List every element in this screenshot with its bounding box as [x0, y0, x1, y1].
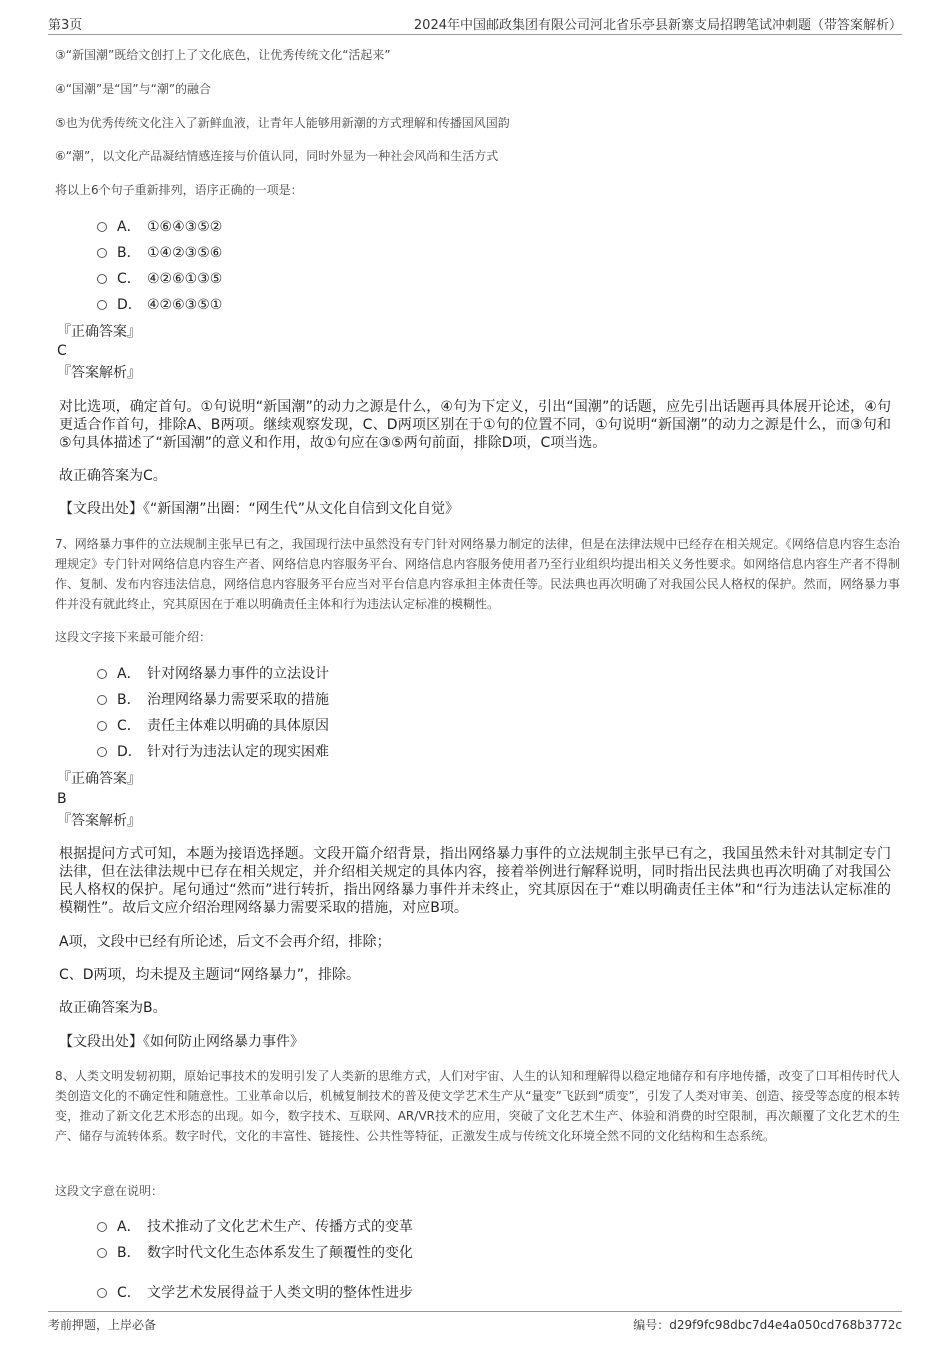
radio-icon[interactable] [97, 721, 107, 731]
q7-answer-label: 『正确答案』 [57, 771, 141, 787]
q7-analysis: 根据提问方式可知，本题为接语选择题。文段开篇介绍背景，指出网络暴力事件的立法规制主张早已有之，我国虽然未针对其制定专门法律，但在法律法规中已存在相关规定，并介绍相关规定的具体内容，接着举例进行解释说明，同时指出民法典也再次明确了对我国公民人格权的保护。尾句通过“然而”进行转折，指出网络暴力事件并未终止，究其原因在于“难以明确责任主体”和“行为违法认定标准的模糊性”。故后文应介绍治理网络暴力需要采取的措施，对应B项。 [59, 846, 891, 916]
q6-option-b[interactable]: B． ①④②③⑤⑥ [97, 244, 222, 262]
q6-item-6: ⑥“潮”，以文化产品凝结情感连接与价值认同，同时外显为一种社会风尚和生活方式 [55, 149, 499, 163]
radio-icon[interactable] [97, 1222, 107, 1232]
q7-prompt: 这段文字接下来最可能介绍： [55, 630, 212, 644]
q7-note-cd: C、D两项，均未提及主题词“网络暴力”，排除。 [59, 967, 361, 983]
q6-option-d[interactable]: D． ④②⑥③⑤① [97, 296, 222, 314]
q7-option-b[interactable]: B． 治理网络暴力需要采取的措施 [97, 691, 329, 709]
q6-answer: C [57, 343, 67, 359]
q7-conclusion: 故正确答案为B。 [59, 1000, 167, 1016]
q6-item-4: ④“国潮”是“国”与“潮”的融合 [55, 82, 212, 96]
q6-conclusion: 故正确答案为C。 [59, 468, 167, 484]
radio-icon[interactable] [97, 669, 107, 679]
radio-icon[interactable] [97, 274, 107, 284]
q8-option-b[interactable]: B． 数字时代文化生态体系发生了颠覆性的变化 [97, 1244, 413, 1262]
radio-icon[interactable] [97, 747, 107, 757]
q6-answer-label: 『正确答案』 [57, 324, 141, 340]
document-title: 2024年中国邮政集团有限公司河北省乐亭县新寨支局招聘笔试冲刺题（带答案解析） [413, 18, 902, 33]
radio-icon[interactable] [97, 248, 107, 258]
q7-option-c[interactable]: C． 责任主体难以明确的具体原因 [97, 717, 329, 735]
q7-option-d[interactable]: D． 针对行为违法认定的现实困难 [97, 743, 329, 761]
q7-source: 【文段出处】《如何防止网络暴力事件》 [59, 1034, 304, 1050]
q8-option-a[interactable]: A． 技术推动了文化艺术生产、传播方式的变革 [97, 1218, 413, 1236]
q8-prompt: 这段文字意在说明： [55, 1184, 164, 1198]
q6-source: 【文段出处】《“新国潮”出圈：“网生代”从文化自信到文化自觉》 [59, 501, 460, 517]
q6-analysis-label: 『答案解析』 [57, 365, 141, 381]
page-footer [48, 1311, 902, 1334]
q8-stem: 8、人类文明发轫初期，原始记事技术的发明引发了人类新的思维方式，人们对宇宙、人生的认知和理解得以稳定地储存和有序地传播，改变了口耳相传时代人类创造文化的不确定性和随意性。工业革命以后，机械复制技术的普及使文学艺术生产从“量变”飞跃到“质变”，引发了人类对审美、创造、接受等态度的根本转变，推动了新文化艺术形态的出现。如今，数字技术、互联网、AR/VR技术的应用，突破了文化艺术生产、体验和消费的时空限制，再次颠覆了文化艺术的生产、储存与流转体系。数字时代，文化的丰富性、链接性、公共性等特征，正激发生成与传统文化环境全然不同的文化结构和生态系统。 [55, 1069, 900, 1143]
radio-icon[interactable] [97, 1288, 107, 1298]
q7-answer: B [57, 791, 67, 807]
q7-note-a: A项，文段中已经有所论述，后文不会再介绍，排除； [59, 934, 391, 950]
q6-option-c[interactable]: C． ④②⑥①③⑤ [97, 270, 222, 288]
footer-slogan: 考前押题，上岸必备 [48, 1318, 157, 1332]
q6-option-a[interactable]: A． ①⑥④③⑤② [97, 218, 222, 236]
radio-icon[interactable] [97, 300, 107, 310]
q7-stem: 7、网络暴力事件的立法规制主张早已有之，我国现行法中虽然没有专门针对网络暴力制定的法律，但是在法律法规中已经存在相关规定。《网络信息内容生态治理规定》专门针对网络信息内容生产者、网络信息内容服务平台、网络信息内容服务使用者乃至行业组织均提出相关义务性要求。如网络信息内容生产者不得制作、复制、发布内容违法信息，网络信息内容服务平台应当对平台信息内容承担主体责任等。民法典也再次明确了对我国公民人格权的保护。然而，网络暴力事件并没有就此终止，究其原因在于难以明确责任主体和行为违法认定标准的模糊性。 [55, 537, 900, 611]
q8-option-c[interactable]: C． 文学艺术发展得益于人类文明的整体性进步 [97, 1284, 413, 1302]
page-number: 第3页 [48, 18, 83, 33]
q6-item-5: ⑤也为优秀传统文化注入了新鲜血液，让青年人能够用新潮的方式理解和传播国风国韵 [55, 116, 510, 130]
q6-prompt: 将以上6个句子重新排列，语序正确的一项是： [55, 183, 303, 197]
radio-icon[interactable] [97, 695, 107, 705]
q7-analysis-label: 『答案解析』 [57, 813, 141, 829]
page-header [48, 12, 902, 35]
q6-analysis: 对比选项，确定首句。①句说明“新国潮”的动力之源是什么，④句为下定义，引出“国潮”的话题，应先引出话题再具体展开论述，④句更适合作首句，排除A、B两项。继续观察发现，C、D两项区别在于①句的位置不同，①句说明“新国潮”的动力之源是什么，而③句和⑤句具体描述了“新国潮”的意义和作用，故①句应在③⑤两句前面，排除D项，C项当选。 [59, 399, 891, 451]
q6-item-3: ③“新国潮”既给文创打上了文化底色，让优秀传统文化“活起来” [55, 48, 391, 62]
radio-icon[interactable] [97, 222, 107, 232]
radio-icon[interactable] [97, 1248, 107, 1258]
q7-option-a[interactable]: A． 针对网络暴力事件的立法设计 [97, 665, 329, 683]
document-id: 编号：d29f9fc98dbc7d4e4a050cd768b3772c [633, 1318, 902, 1332]
